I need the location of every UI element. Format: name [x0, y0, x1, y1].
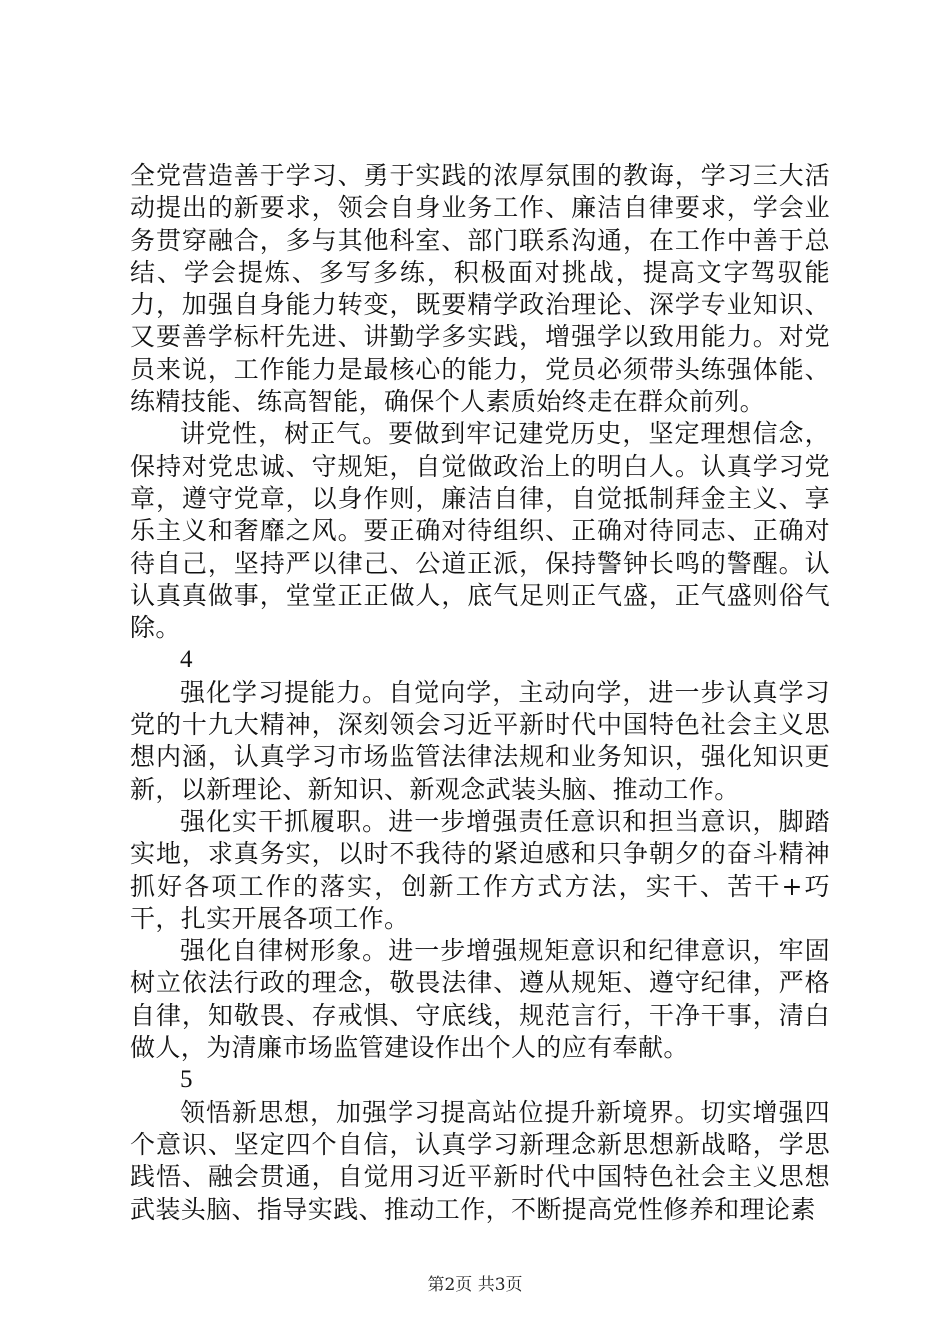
paragraph-continued: 全党营造善于学习、勇于实践的浓厚氛围的教诲，学习三大活动提出的新要求，领会自身业务工作、廉洁自律要求，学会业务贯穿融合，多与其他科室、部门联系沟通，在工作中善于总结、学会提炼、多写多练，积极面对挑战，提高文字驾驭能力，加强自身能力转变，既要精学政治理论、深学专业知识、又要善学标杆先进、讲勤学多实践，增强学以致用能力。对党员来说，工作能力是最核心的能力，党员必须带头练强体能、练精技能、练高智能，确保个人素质始终走在群众前列。 [130, 161, 830, 417]
paragraph-new-thought: 领悟新思想，加强学习提高站位提升新境界。切实增强四个意识、坚定四个自信，认真学习新理念新思想新战略，学思践悟、融会贯通，自觉用习近平新时代中国特色社会主义思想武装头脑、指导实践、推动工作，不断提高党性修养和理论素 [130, 1097, 830, 1224]
page-footer: 第2页 共3页 [427, 1275, 523, 1295]
paragraph-study-ability: 强化学习提能力。自觉向学，主动向学，进一步认真学习党的十九大精神，深刻领会习近平新时代中国特色社会主义思想内涵，认真学习市场监管法律法规和业务知识，强化知识更新，以新理论、新知识、新观念武装头脑、推动工作。 [130, 677, 830, 804]
paragraph-practical-duty: 强化实干抓履职。进一步增强责任意识和担当意识，脚踏实地，求真务实，以时不我待的紧迫感和只争朝夕的奋斗精神抓好各项工作的落实，创新工作方式方法，实干、苦干+巧干，扎实开展各项工作。 [130, 806, 830, 933]
paragraph-self-discipline: 强化自律树形象。进一步增强规矩意识和纪律意识，牢固树立依法行政的理念，敬畏法律、遵从规矩、遵守纪律，严格自律，知敬畏、存戒惧、守底线，规范言行，干净干事，清白做人，为清廉市场监管建设作出个人的应有奉献。 [130, 936, 830, 1063]
document-body [130, 160, 830, 1226]
section-number-4: 4 [180, 646, 193, 674]
section-number-5: 5 [180, 1066, 193, 1094]
paragraph-party-spirit: 讲党性，树正气。要做到牢记建党历史，坚定理想信念，保持对党忠诚、守规矩，自觉做政治上的明白人。认真学习党章，遵守党章，以身作则，廉洁自律，自觉抵制拜金主义、享乐主义和奢靡之风。要正确对待组织、正确对待同志、正确对待自己，坚持严以律己、公道正派，保持警钟长鸣的警醒。认认真真做事，堂堂正正做人，底气足则正气盛，正气盛则俗气除。 [130, 419, 830, 643]
